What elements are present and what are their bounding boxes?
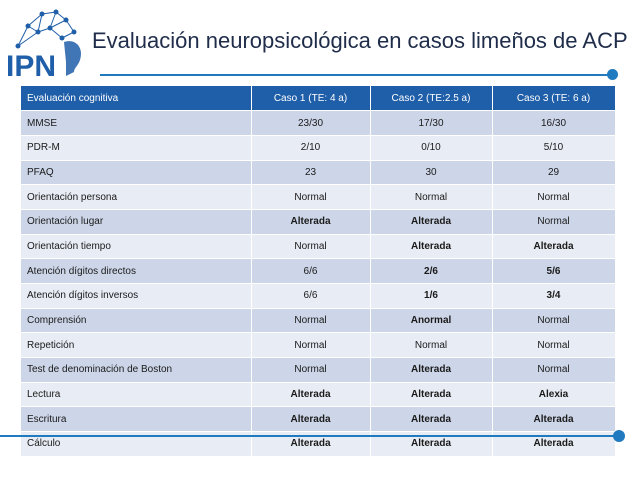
table-cell: 2/10 (251, 135, 370, 160)
table-cell: Alterada (492, 407, 615, 432)
row-label: Test de denominación de Boston (21, 358, 251, 383)
table-cell: Normal (492, 209, 615, 234)
table-row (21, 333, 615, 358)
table-cell: Normal (492, 358, 615, 383)
table-cell: Alterada (492, 234, 615, 259)
accent-dot-top (607, 69, 618, 80)
row-label: Atención dígitos inversos (21, 284, 251, 309)
header-cell: Caso 2 (TE:2.5 a) (370, 86, 492, 111)
table-cell: 3/4 (492, 284, 615, 309)
table-row (21, 382, 615, 407)
table-cell: Normal (492, 185, 615, 210)
table-row (21, 259, 615, 284)
table-cell: 30 (370, 160, 492, 185)
bottom-accent-line (0, 435, 618, 437)
table-cell: 0/10 (370, 135, 492, 160)
table-row (21, 407, 615, 432)
table-row (21, 185, 615, 210)
table-cell: 23 (251, 160, 370, 185)
row-label: MMSE (21, 111, 251, 136)
row-label: Orientación lugar (21, 209, 251, 234)
table-cell: 29 (492, 160, 615, 185)
row-label: Escritura (21, 407, 251, 432)
table-cell: Normal (251, 185, 370, 210)
header-cell: Caso 1 (TE: 4 a) (251, 86, 370, 111)
table-row (21, 135, 615, 160)
table-cell: Normal (251, 308, 370, 333)
table-cell: Alterada (251, 382, 370, 407)
row-label: PFAQ (21, 160, 251, 185)
table-cell: Alterada (251, 432, 370, 457)
header-cell: Caso 3 (TE: 6 a) (492, 86, 615, 111)
row-label: Comprensión (21, 308, 251, 333)
table-cell: Normal (251, 234, 370, 259)
svg-text:IPN: IPN (6, 50, 57, 80)
table-cell: 16/30 (492, 111, 615, 136)
table-cell: Alterada (370, 382, 492, 407)
row-label: Repetición (21, 333, 251, 358)
ipn-logo (4, 2, 88, 80)
accent-dot-bottom (613, 430, 625, 442)
table-cell: Alterada (370, 432, 492, 457)
table-cell: 6/6 (251, 259, 370, 284)
table-cell: Alterada (492, 432, 615, 457)
table-cell: Normal (251, 358, 370, 383)
row-label: Atención dígitos directos (21, 259, 251, 284)
table-cell: 17/30 (370, 111, 492, 136)
table-row (21, 284, 615, 309)
header-cell: Evaluación cognitiva (21, 86, 251, 111)
table-cell: 5/10 (492, 135, 615, 160)
page-title: Evaluación neuropsicológica en casos limeños de ACP (92, 28, 628, 53)
table-header-row (21, 86, 615, 111)
evaluation-table (21, 86, 616, 457)
table-cell: 1/6 (370, 284, 492, 309)
table-row (21, 308, 615, 333)
row-label: Orientación tiempo (21, 234, 251, 259)
row-label: Lectura (21, 382, 251, 407)
row-label: Orientación persona (21, 185, 251, 210)
table-cell: Alterada (251, 209, 370, 234)
table-cell: Normal (251, 333, 370, 358)
table-row (21, 234, 615, 259)
table-cell: Alterada (370, 407, 492, 432)
table-cell: 5/6 (492, 259, 615, 284)
table-row (21, 111, 615, 136)
row-label: PDR-M (21, 135, 251, 160)
table-cell: Normal (370, 185, 492, 210)
table-cell: Normal (492, 308, 615, 333)
row-label: Cálculo (21, 432, 251, 457)
table-row (21, 358, 615, 383)
table-cell: Normal (492, 333, 615, 358)
table-cell: Anormal (370, 308, 492, 333)
ipn-logo-graphic (4, 2, 88, 80)
table-cell: Alexia (492, 382, 615, 407)
title-underline (100, 74, 610, 76)
table-cell: Normal (370, 333, 492, 358)
table-cell: Alterada (251, 407, 370, 432)
table-cell: 23/30 (251, 111, 370, 136)
table-cell: Alterada (370, 358, 492, 383)
table-cell: 2/6 (370, 259, 492, 284)
table-cell: Alterada (370, 234, 492, 259)
table-cell: 6/6 (251, 284, 370, 309)
table-row (21, 160, 615, 185)
table-row (21, 209, 615, 234)
table-cell: Alterada (370, 209, 492, 234)
